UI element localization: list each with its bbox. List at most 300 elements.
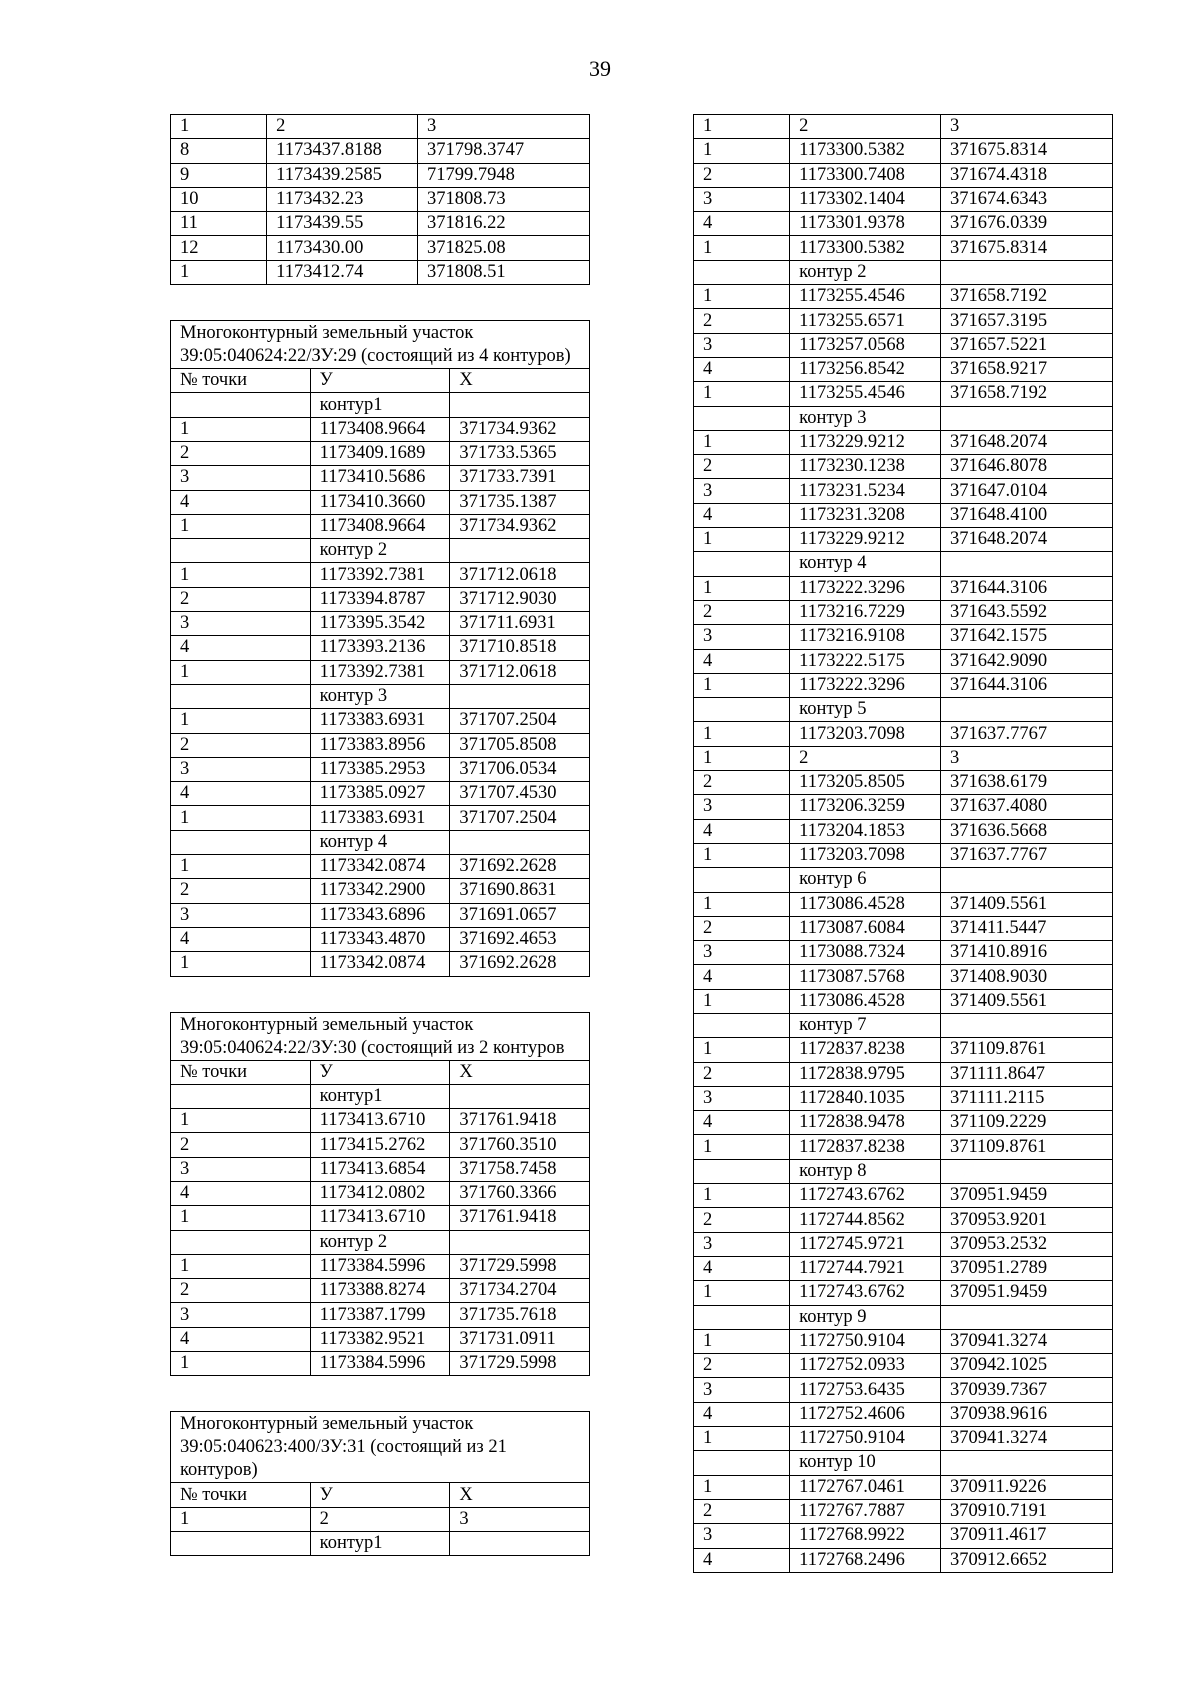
table-row [694, 965, 1113, 989]
table-row [171, 1157, 590, 1181]
point-number-cell: 1 [171, 563, 311, 587]
y-coordinate-cell: 1172753.6435 [790, 1378, 941, 1402]
point-number-cell: 1 [171, 115, 267, 139]
table-row [171, 952, 590, 976]
table-row [694, 187, 1113, 211]
point-number-cell: 4 [171, 490, 311, 514]
table-row [694, 309, 1113, 333]
table-row [694, 649, 1113, 673]
x-coordinate-cell: 3 [940, 115, 1112, 139]
y-coordinate-cell: 1173412.74 [267, 260, 418, 284]
x-coordinate-cell: 371647.0104 [940, 479, 1112, 503]
point-number-cell: 1 [171, 709, 311, 733]
x-coordinate-cell: 370939.7367 [940, 1378, 1112, 1402]
point-number-cell: 1 [694, 746, 790, 770]
point-number-cell [171, 1230, 311, 1254]
y-coordinate-cell: 1173087.6084 [790, 916, 941, 940]
point-number-cell: 1 [694, 1038, 790, 1062]
point-number-cell: 9 [171, 163, 267, 187]
point-number-cell [171, 539, 311, 563]
point-number-cell: 3 [171, 903, 311, 927]
x-coordinate-cell [450, 393, 590, 417]
y-coordinate-cell: 1173300.5382 [790, 236, 941, 260]
parcel-title: Многоконтурный земельный участок 39:05:040623:400/ЗУ:31 (состоящий из 21 контуров) [171, 1412, 590, 1483]
table-row [694, 771, 1113, 795]
y-coordinate-cell: 1173087.5768 [790, 965, 941, 989]
point-number-cell: 4 [171, 636, 311, 660]
y-coordinate-cell: У [310, 369, 450, 393]
y-coordinate-cell: 2 [790, 746, 941, 770]
y-coordinate-cell: 1173229.9212 [790, 528, 941, 552]
y-coordinate-cell: 1172744.7921 [790, 1256, 941, 1280]
table-row [171, 660, 590, 684]
x-coordinate-cell: 371648.2074 [940, 430, 1112, 454]
y-coordinate-cell: 1173432.23 [267, 187, 418, 211]
table-row [694, 673, 1113, 697]
x-coordinate-cell: 371643.5592 [940, 600, 1112, 624]
x-coordinate-cell: 371692.2628 [450, 855, 590, 879]
x-coordinate-cell: 371707.2504 [450, 709, 590, 733]
x-coordinate-cell: 371712.9030 [450, 587, 590, 611]
y-coordinate-cell: 1173222.5175 [790, 649, 941, 673]
x-coordinate-cell: 371707.4530 [450, 782, 590, 806]
table-row [171, 1507, 590, 1531]
table-row [171, 587, 590, 611]
x-coordinate-cell [940, 698, 1112, 722]
y-coordinate-cell: 1173385.0927 [310, 782, 450, 806]
x-coordinate-cell: 371675.8314 [940, 236, 1112, 260]
point-number-cell: 4 [694, 819, 790, 843]
column-header-row [171, 1483, 590, 1507]
point-number-cell: 11 [171, 212, 267, 236]
x-coordinate-cell: 371111.2115 [940, 1086, 1112, 1110]
y-coordinate-cell: 1173302.1404 [790, 187, 941, 211]
table-row [171, 1206, 590, 1230]
x-coordinate-cell: 371798.3747 [417, 139, 589, 163]
point-number-cell: 2 [171, 1279, 311, 1303]
x-coordinate-cell: 371109.8761 [940, 1135, 1112, 1159]
x-coordinate-cell: 371638.6179 [940, 771, 1112, 795]
y-coordinate-cell: контур 4 [790, 552, 941, 576]
x-coordinate-cell: 371646.8078 [940, 455, 1112, 479]
x-coordinate-cell: 371109.8761 [940, 1038, 1112, 1062]
y-coordinate-cell: контур 8 [790, 1159, 941, 1183]
y-coordinate-cell: 1173229.9212 [790, 430, 941, 454]
table-row [694, 1111, 1113, 1135]
y-coordinate-cell: 1172745.9721 [790, 1232, 941, 1256]
y-coordinate-cell: 1173300.5382 [790, 139, 941, 163]
parcel-title: Многоконтурный земельный участок 39:05:040624:22/ЗУ:30 (состоящий из 2 контуров [171, 1012, 590, 1060]
point-number-cell: 2 [171, 1133, 311, 1157]
table-row [694, 722, 1113, 746]
table-row [694, 1184, 1113, 1208]
y-coordinate-cell: 1172767.7887 [790, 1499, 941, 1523]
table-row [171, 855, 590, 879]
point-number-cell: 1 [694, 1475, 790, 1499]
y-coordinate-cell: контур 6 [790, 868, 941, 892]
y-coordinate-cell: 1173300.7408 [790, 163, 941, 187]
table-row [694, 406, 1113, 430]
point-number-cell: 1 [171, 1206, 311, 1230]
table-row [171, 490, 590, 514]
table-row [171, 1109, 590, 1133]
table-row [694, 698, 1113, 722]
point-number-cell: 1 [694, 1281, 790, 1305]
y-coordinate-cell: 2 [267, 115, 418, 139]
y-coordinate-cell: 1173388.8274 [310, 1279, 450, 1303]
point-number-cell: 3 [171, 466, 311, 490]
x-coordinate-cell [450, 830, 590, 854]
y-coordinate-cell: контур1 [310, 1531, 450, 1555]
table-row [694, 625, 1113, 649]
table-row [171, 236, 590, 260]
table-row [171, 927, 590, 951]
parcel-title: Многоконтурный земельный участок 39:05:040624:22/ЗУ:29 (состоящий из 4 контуров) [171, 321, 590, 369]
x-coordinate-cell: 371761.9418 [450, 1206, 590, 1230]
y-coordinate-cell: контур 5 [790, 698, 941, 722]
x-coordinate-cell [940, 1013, 1112, 1037]
y-coordinate-cell: 1173384.5996 [310, 1254, 450, 1278]
point-number-cell: 4 [694, 1402, 790, 1426]
y-coordinate-cell: 1173392.7381 [310, 563, 450, 587]
y-coordinate-cell: 1173255.4546 [790, 285, 941, 309]
point-number-cell: 1 [171, 1254, 311, 1278]
y-coordinate-cell: 1172840.1035 [790, 1086, 941, 1110]
point-number-cell: 4 [171, 927, 311, 951]
x-coordinate-cell: 371676.0339 [940, 212, 1112, 236]
y-coordinate-cell: 1173343.4870 [310, 927, 450, 951]
point-number-cell: 2 [171, 879, 311, 903]
table-row [694, 1451, 1113, 1475]
point-number-cell: 4 [694, 503, 790, 527]
x-coordinate-cell: 371761.9418 [450, 1109, 590, 1133]
x-coordinate-cell [940, 552, 1112, 576]
table-row [171, 1303, 590, 1327]
y-coordinate-cell: 1173383.6931 [310, 709, 450, 733]
y-coordinate-cell: 1173086.4528 [790, 892, 941, 916]
table-row [171, 684, 590, 708]
x-coordinate-cell: 371109.2229 [940, 1111, 1112, 1135]
x-coordinate-cell: 371637.7767 [940, 843, 1112, 867]
y-coordinate-cell: У [310, 1060, 450, 1084]
table-row [171, 782, 590, 806]
parcel-table [170, 1411, 590, 1556]
x-coordinate-cell: 371733.7391 [450, 466, 590, 490]
point-number-cell [171, 830, 311, 854]
x-coordinate-cell: 371648.4100 [940, 503, 1112, 527]
x-coordinate-cell: 371710.8518 [450, 636, 590, 660]
point-number-cell: 3 [171, 757, 311, 781]
table-row [171, 1254, 590, 1278]
x-coordinate-cell: 371760.3366 [450, 1181, 590, 1205]
point-number-cell: 3 [694, 625, 790, 649]
point-number-cell [171, 1084, 311, 1108]
x-coordinate-cell: 371731.0911 [450, 1327, 590, 1351]
y-coordinate-cell: 1172744.8562 [790, 1208, 941, 1232]
table-row [171, 612, 590, 636]
table-row [171, 212, 590, 236]
table-row [694, 1281, 1113, 1305]
left-column [170, 114, 590, 1556]
table-row [171, 417, 590, 441]
table-row [171, 1084, 590, 1108]
table-row [171, 1279, 590, 1303]
coordinates-table-continued [170, 114, 590, 285]
table-row [171, 830, 590, 854]
x-coordinate-cell: 371758.7458 [450, 1157, 590, 1181]
x-coordinate-cell: 370951.2789 [940, 1256, 1112, 1280]
table-row [694, 1329, 1113, 1353]
table-row [694, 552, 1113, 576]
table-row [694, 892, 1113, 916]
table-row [171, 806, 590, 830]
y-coordinate-cell: 1173395.3542 [310, 612, 450, 636]
table-row [171, 1133, 590, 1157]
table-row [694, 1524, 1113, 1548]
x-coordinate-cell: 371734.2704 [450, 1279, 590, 1303]
x-coordinate-cell: 371690.8631 [450, 879, 590, 903]
y-coordinate-cell: 1172838.9478 [790, 1111, 941, 1135]
x-coordinate-cell: 370912.6652 [940, 1548, 1112, 1572]
table-row [694, 1062, 1113, 1086]
point-number-cell: 1 [171, 514, 311, 538]
point-number-cell: 3 [171, 1157, 311, 1181]
x-coordinate-cell [940, 1305, 1112, 1329]
x-coordinate-cell: 371658.7192 [940, 382, 1112, 406]
table-row [694, 576, 1113, 600]
point-number-cell [694, 552, 790, 576]
point-number-cell [694, 1159, 790, 1183]
point-number-cell [171, 684, 311, 708]
y-coordinate-cell: 1173301.9378 [790, 212, 941, 236]
x-coordinate-cell [940, 868, 1112, 892]
point-number-cell: 2 [694, 1208, 790, 1232]
x-coordinate-cell: 3 [417, 115, 589, 139]
point-number-cell: 1 [694, 1184, 790, 1208]
table-row [171, 636, 590, 660]
point-number-cell: 1 [694, 989, 790, 1013]
y-coordinate-cell: 1173231.5234 [790, 479, 941, 503]
y-coordinate-cell: 1173413.6854 [310, 1157, 450, 1181]
x-coordinate-cell: 370942.1025 [940, 1354, 1112, 1378]
y-coordinate-cell: 1173392.7381 [310, 660, 450, 684]
x-coordinate-cell: 371808.73 [417, 187, 589, 211]
table-row [171, 1327, 590, 1351]
y-coordinate-cell: 1172752.4606 [790, 1402, 941, 1426]
point-number-cell: 2 [694, 771, 790, 795]
table-row [694, 1135, 1113, 1159]
point-number-cell: 3 [694, 479, 790, 503]
y-coordinate-cell: 1173206.3259 [790, 795, 941, 819]
y-coordinate-cell: 1173387.1799 [310, 1303, 450, 1327]
point-number-cell: № точки [171, 1060, 311, 1084]
table-spacer [170, 1376, 590, 1411]
point-number-cell: 1 [694, 285, 790, 309]
x-coordinate-cell: 371734.9362 [450, 514, 590, 538]
x-coordinate-cell: 370910.7191 [940, 1499, 1112, 1523]
x-coordinate-cell: 371691.0657 [450, 903, 590, 927]
y-coordinate-cell: 1173413.6710 [310, 1109, 450, 1133]
point-number-cell: 1 [694, 382, 790, 406]
x-coordinate-cell [450, 684, 590, 708]
table-row [171, 563, 590, 587]
x-coordinate-cell: 370951.9459 [940, 1281, 1112, 1305]
y-coordinate-cell: 1173203.7098 [790, 722, 941, 746]
point-number-cell: 1 [694, 115, 790, 139]
x-coordinate-cell: 370911.9226 [940, 1475, 1112, 1499]
point-number-cell: 3 [694, 187, 790, 211]
x-coordinate-cell: 371408.9030 [940, 965, 1112, 989]
table-header-row [171, 115, 590, 139]
x-coordinate-cell [940, 260, 1112, 284]
y-coordinate-cell: 1173430.00 [267, 236, 418, 260]
point-number-cell: 1 [171, 1109, 311, 1133]
x-coordinate-cell: 370953.2532 [940, 1232, 1112, 1256]
x-coordinate-cell: 371636.5668 [940, 819, 1112, 843]
y-coordinate-cell: контур 9 [790, 1305, 941, 1329]
x-coordinate-cell: 71799.7948 [417, 163, 589, 187]
x-coordinate-cell: 371409.5561 [940, 989, 1112, 1013]
point-number-cell: 1 [694, 528, 790, 552]
point-number-cell: 1 [694, 236, 790, 260]
y-coordinate-cell: 1172743.6762 [790, 1184, 941, 1208]
x-coordinate-cell: 371711.6931 [450, 612, 590, 636]
parcel-title-row [171, 321, 590, 369]
point-number-cell: 3 [171, 1303, 311, 1327]
table-row [171, 733, 590, 757]
table-row [171, 1531, 590, 1555]
x-coordinate-cell: 370941.3274 [940, 1329, 1112, 1353]
y-coordinate-cell: 1173255.4546 [790, 382, 941, 406]
y-coordinate-cell: контур 3 [790, 406, 941, 430]
x-coordinate-cell: 370938.9616 [940, 1402, 1112, 1426]
table-row [694, 503, 1113, 527]
x-coordinate-cell: Х [450, 1060, 590, 1084]
point-number-cell: 4 [694, 1111, 790, 1135]
x-coordinate-cell: 371658.7192 [940, 285, 1112, 309]
point-number-cell: 12 [171, 236, 267, 260]
table-row [171, 441, 590, 465]
table-row [694, 1086, 1113, 1110]
y-coordinate-cell: 1172837.8238 [790, 1135, 941, 1159]
point-number-cell: 1 [171, 1507, 311, 1531]
point-number-cell: 8 [171, 139, 267, 163]
x-coordinate-cell: 371675.8314 [940, 139, 1112, 163]
y-coordinate-cell: контур1 [310, 393, 450, 417]
y-coordinate-cell: контур 2 [790, 260, 941, 284]
table-row [694, 1475, 1113, 1499]
x-coordinate-cell: 371808.51 [417, 260, 589, 284]
point-number-cell: 2 [694, 309, 790, 333]
x-coordinate-cell: 371674.6343 [940, 187, 1112, 211]
y-coordinate-cell: 1173343.6896 [310, 903, 450, 927]
table-row [694, 795, 1113, 819]
x-coordinate-cell: 371637.4080 [940, 795, 1112, 819]
table-row [694, 819, 1113, 843]
point-number-cell: 2 [694, 163, 790, 187]
point-number-cell: 2 [694, 600, 790, 624]
point-number-cell: 1 [694, 892, 790, 916]
y-coordinate-cell: 1173410.5686 [310, 466, 450, 490]
point-number-cell: 4 [171, 782, 311, 806]
point-number-cell: 3 [694, 1378, 790, 1402]
y-coordinate-cell: 1173384.5996 [310, 1352, 450, 1376]
table-row [694, 1159, 1113, 1183]
point-number-cell: 1 [171, 260, 267, 284]
point-number-cell: 1 [694, 673, 790, 697]
point-number-cell: № точки [171, 369, 311, 393]
y-coordinate-cell: 1173342.0874 [310, 855, 450, 879]
table-row [171, 709, 590, 733]
y-coordinate-cell: 1173439.55 [267, 212, 418, 236]
x-coordinate-cell: 370941.3274 [940, 1427, 1112, 1451]
point-number-cell [171, 1531, 311, 1555]
table-row [694, 1378, 1113, 1402]
x-coordinate-cell: 371735.7618 [450, 1303, 590, 1327]
x-coordinate-cell: 371734.9362 [450, 417, 590, 441]
x-coordinate-cell: 371825.08 [417, 236, 589, 260]
point-number-cell [694, 260, 790, 284]
point-number-cell [694, 868, 790, 892]
y-coordinate-cell: 1173394.8787 [310, 587, 450, 611]
point-number-cell: 1 [694, 1427, 790, 1451]
y-coordinate-cell: 1173342.0874 [310, 952, 450, 976]
table-row [694, 260, 1113, 284]
table-row [694, 382, 1113, 406]
point-number-cell [171, 393, 311, 417]
point-number-cell: 1 [694, 843, 790, 867]
y-coordinate-cell: контур 2 [310, 539, 450, 563]
point-number-cell: 2 [694, 1354, 790, 1378]
point-number-cell [694, 1305, 790, 1329]
table-row [694, 1499, 1113, 1523]
table-row [694, 212, 1113, 236]
table-row [694, 139, 1113, 163]
y-coordinate-cell: контур 4 [310, 830, 450, 854]
table-row [694, 285, 1113, 309]
table-row [694, 1038, 1113, 1062]
y-coordinate-cell: 1173410.3660 [310, 490, 450, 514]
x-coordinate-cell: 371409.5561 [940, 892, 1112, 916]
y-coordinate-cell: 1172768.2496 [790, 1548, 941, 1572]
x-coordinate-cell: 371712.0618 [450, 563, 590, 587]
x-coordinate-cell: 371733.5365 [450, 441, 590, 465]
table-row [171, 260, 590, 284]
y-coordinate-cell: 1173409.1689 [310, 441, 450, 465]
x-coordinate-cell: 371410.8916 [940, 941, 1112, 965]
x-coordinate-cell: 371648.2074 [940, 528, 1112, 552]
point-number-cell: 4 [694, 965, 790, 989]
point-number-cell [694, 698, 790, 722]
x-coordinate-cell: 371658.9217 [940, 357, 1112, 381]
point-number-cell: 2 [694, 1062, 790, 1086]
y-coordinate-cell: контур 10 [790, 1451, 941, 1475]
table-spacer [170, 285, 590, 320]
table-spacer [170, 977, 590, 1012]
column-header-row [171, 1060, 590, 1084]
y-coordinate-cell: 1173385.2953 [310, 757, 450, 781]
parcel-table [170, 320, 590, 976]
x-coordinate-cell: 371657.3195 [940, 309, 1112, 333]
y-coordinate-cell: 1173437.8188 [267, 139, 418, 163]
y-coordinate-cell: 2 [790, 115, 941, 139]
y-coordinate-cell: 1173342.2900 [310, 879, 450, 903]
y-coordinate-cell: 1172750.9104 [790, 1329, 941, 1353]
table-row [171, 757, 590, 781]
point-number-cell: 1 [694, 139, 790, 163]
x-coordinate-cell: 371729.5998 [450, 1254, 590, 1278]
table-row [171, 466, 590, 490]
